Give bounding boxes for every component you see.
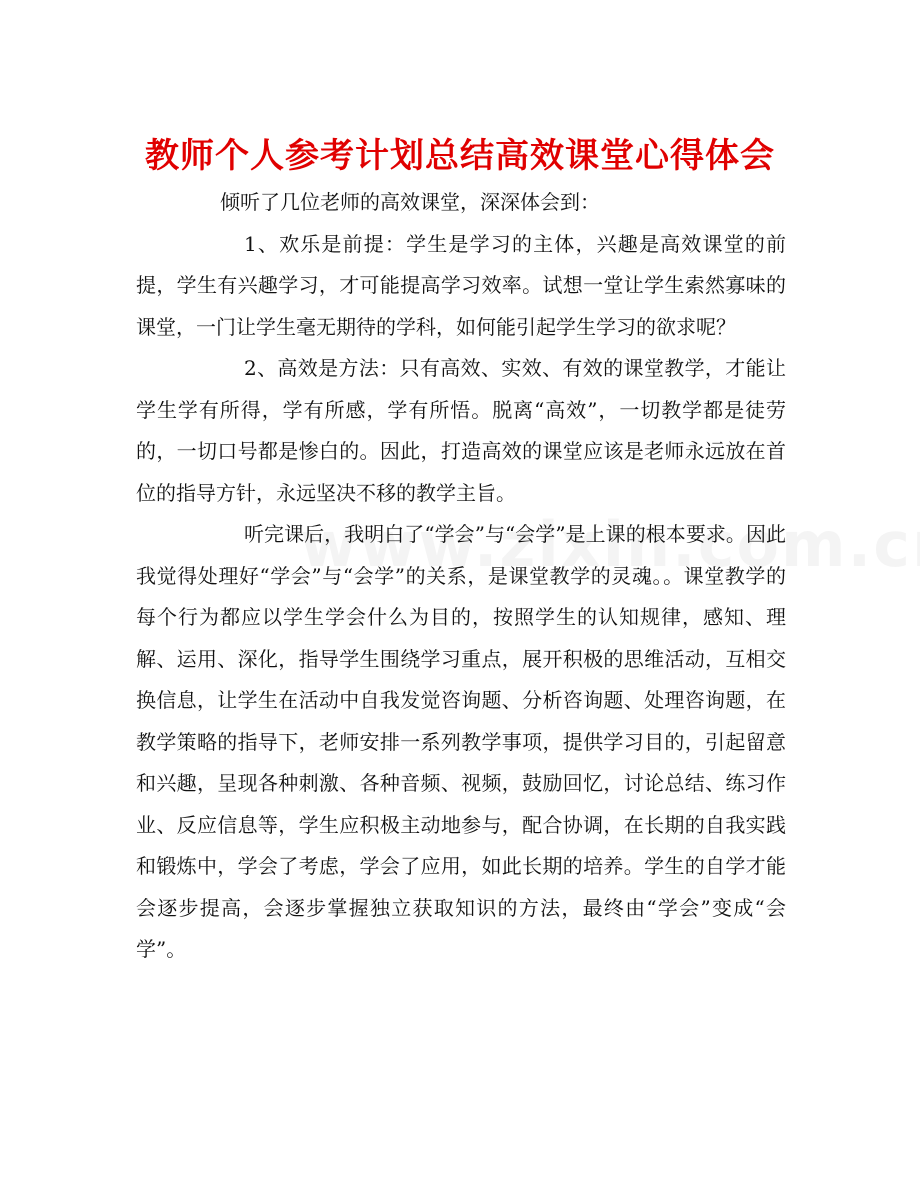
paragraph-intro: 倾听了几位老师的高效课堂，深深体会到：: [220, 190, 600, 214]
paragraph-reflection: 听完课后，我明白了“学会”与“会学”是上课的根本要求。因此我觉得处理好“学会”与“会学”的关系，是课堂教学的灵魂。。课堂教学的每个行为都应以学生学会什么为目的，按照学生的认知规律，感知、理解、运用、深化，指导学生围绕学习重点，展开积极的思维活动，互相交换信息，让学生在活动中自我发觉咨询题、分析咨询题、处理咨询题，在教学策略的指导下，老师安排一系列教学事项，提供学习目的，引起留意和兴趣，呈现各种刺激、各种音频、视频，鼓励回忆，讨论总结、练习作业、反应信息等，学生应积极主动地参与，配合协调，在长期的自我实践和锻炼中，学会了考虑，学会了应用，如此长期的培养。学生的自学才能会逐步提高，会逐步掌握独立获取知识的方法，最终由“学会”变成“会学”。: [136, 522, 786, 961]
paragraph-point-1: 1、欢乐是前提：学生是学习的主体，兴趣是高效课堂的前提，学生有兴趣学习，才可能提高学习效率。试想一堂让学生索然寡味的课堂，一门让学生毫无期待的学科，如何能引起学生学习的欲求呢？: [136, 231, 786, 339]
document-title: 教师个人参考计划总结高效课堂心得体会: [145, 136, 775, 176]
document-body: [136, 182, 786, 971]
paragraph-point-2: 2、高效是方法：只有高效、实效、有效的课堂教学，才能让学生学有所得，学有所感，学有所悟。脱离“高效”，一切教学都是徒劳的，一切口号都是惨白的。因此，打造高效的课堂应该是老师永远放在首位的指导方针，永远坚决不移的教学主旨。: [136, 356, 786, 505]
